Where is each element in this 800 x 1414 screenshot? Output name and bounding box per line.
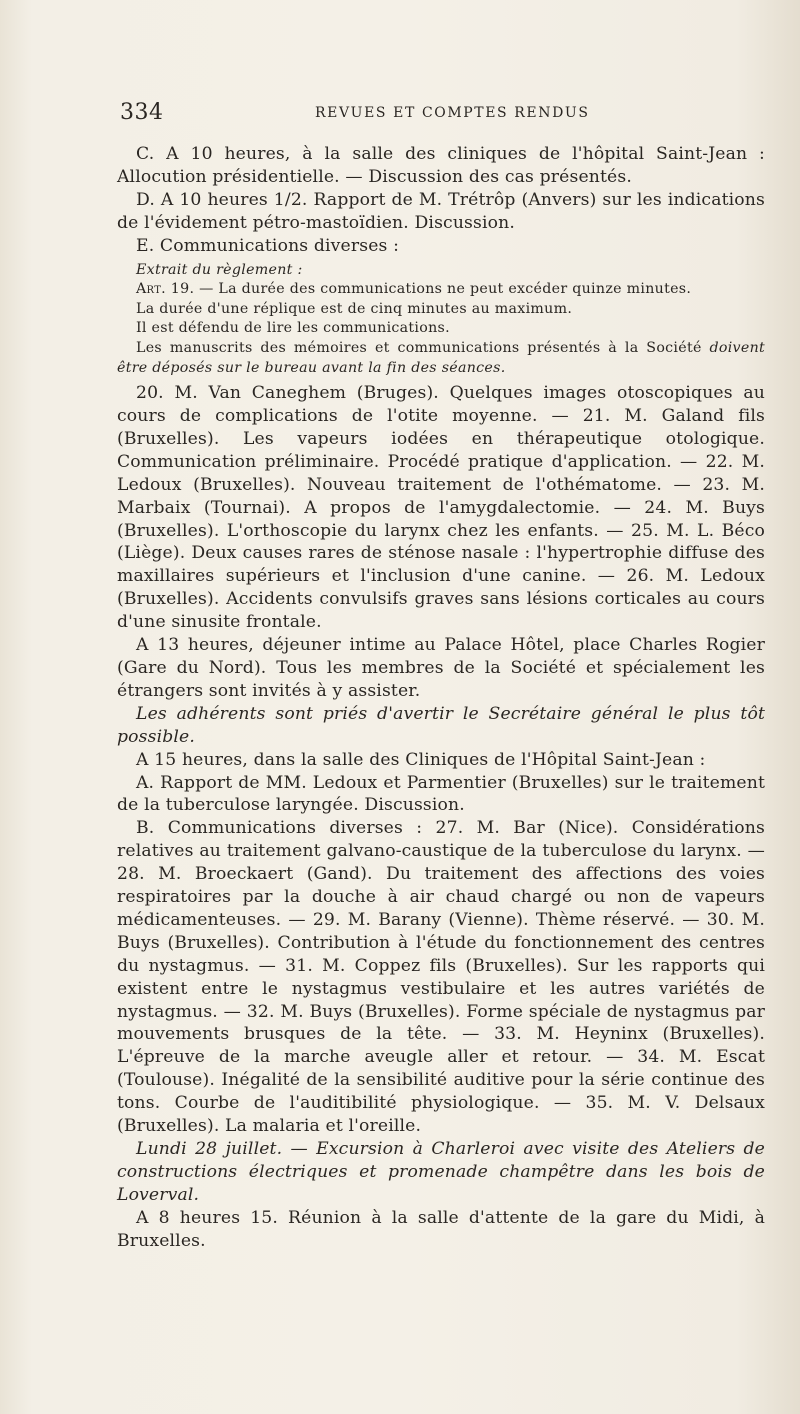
manuscrits-roman: Les manuscrits des mémoires et communications présentés à la Société xyxy=(136,339,702,356)
reglement-manuscrits xyxy=(117,339,765,378)
afternoon-session: A 15 heures, dans la salle des Cliniques de l'Hôpital Saint-Jean : xyxy=(136,749,706,770)
program-item-e: E. Communications diverses : xyxy=(136,235,400,256)
program-item-c: C. A 10 heures, à la salle des cliniques de l'hôpital Saint-Jean : Allocution présidentielle. — Discussion des cas présentés. xyxy=(117,144,765,187)
body-text xyxy=(117,143,765,1253)
page-header xyxy=(120,100,760,130)
communications-20-26: 20. M. Van Caneghem (Bruges). Quelques images otoscopiques au cours de complications de l'otite moyenne. — 21. M. Galand fils (Bruxelles). Les vapeurs iodées en thérapeutique otologique. Communication préliminaire. Procédé pratique d'application. — 22. M. Ledoux (Bruxelles). Nouveau traitement de l'othématome. — 23. M. Marbaix (Tournai). A propos de l'amygdalectomie. — 24. M. Buys (Bruxelles). L'orthoscopie du larynx chez les enfants. — 25. M. L. Béco (Liège). Deux causes rares de sténose nasale : l'hypertrophie diffuse des maxillaires supérieurs et l'inclusion d'une canine. — 26. M. Ledoux (Bruxelles). Accidents convulsifs graves sans lésions corticales au cours d'une sinusite frontale. xyxy=(117,383,765,633)
reglement-defendu: Il est défendu de lire les communications. xyxy=(136,320,450,337)
reglement-heading: Extrait du règlement : xyxy=(136,261,303,278)
reglement-article-19 xyxy=(117,280,765,300)
running-head: REVUES ET COMPTES RENDUS xyxy=(315,105,590,121)
page-number: 334 xyxy=(120,100,164,125)
reglement-extract xyxy=(117,261,765,379)
article-text: 19. — La durée des communications ne peut excéder quinze minutes. xyxy=(165,281,692,298)
manuscrits-italic: doivent être déposés sur le bureau avant la fin des séances. xyxy=(117,339,766,376)
reglement-replique: La durée d'une réplique est de cinq minutes au maximum. xyxy=(136,300,573,317)
reunion-paragraph: A 8 heures 15. Réunion à la salle d'attente de la gare du Midi, à Bruxelles. xyxy=(117,1207,765,1251)
adherents-notice: Les adhérents sont priés d'avertir le Secrétaire général le plus tôt possible. xyxy=(117,703,765,747)
afternoon-item-a: A. Rapport de MM. Ledoux et Parmentier (Bruxelles) sur le traitement de la tuberculose laryngée. Discussion. xyxy=(117,772,765,816)
afternoon-item-b: B. Communications diverses : 27. M. Bar (Nice). Considérations relatives au traitement galvano-caustique de la tuberculose du larynx. — 28. M. Broeckaert (Gand). Du traitement des affections des voies respiratoires par la douche à air chaud chargé ou non de vapeurs médicamenteuses. — 29. M. Barany (Vienne). Thème réservé. — 30. M. Buys (Bruxelles). Contribution à l'étude du fonctionnement des centres du nystagmus. — 31. M. Coppez fils (Bruxelles). Sur les rapports qui existent entre le nystagmus vestibulaire et les autres variétés de nystagmus. — 32. M. Buys (Bruxelles). Forme spéciale de nystagmus par mouvements brusques de la tête. — 33. M. Heyninx (Bruxelles). L'épreuve de la marche aveugle aller et retour. — 34. M. Escat (Toulouse). Inégalité de la sensibilité auditive pour la série continue des tons. Courbe de l'auditibilité physiologique. — 35. M. V. Delsaux (Bruxelles). La malaria et l'oreille. xyxy=(117,818,765,1137)
lunch-paragraph: A 13 heures, déjeuner intime au Palace Hôtel, place Charles Rogier (Gare du Nord). Tous les membres de la Société et spécialement les étrangers sont invités à y assister. xyxy=(117,635,765,701)
article-label: Art. xyxy=(136,281,166,298)
program-item-d: D. A 10 heures 1/2. Rapport de M. Trétrôp (Anvers) sur les indications de l'évidement pétro-mastoïdien. Discussion. xyxy=(117,189,765,233)
excursion-paragraph: Lundi 28 juillet. — Excursion à Charleroi avec visite des Ateliers de constructions électriques et promenade champêtre dans les bois de Loverval. xyxy=(117,1139,765,1205)
